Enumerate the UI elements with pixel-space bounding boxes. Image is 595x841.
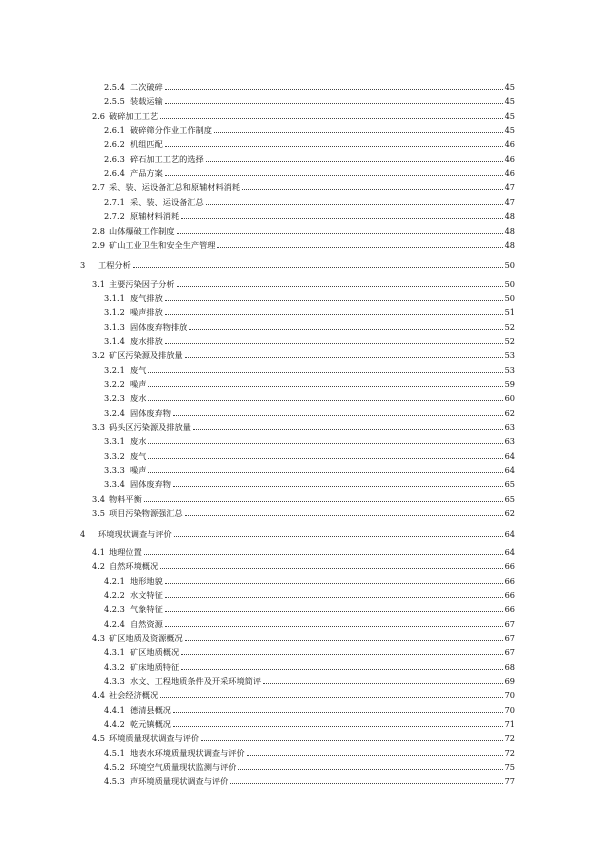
toc-entry-number: 4.3: [92, 632, 106, 643]
toc-entry-title: 工程分析: [98, 260, 131, 271]
toc-dot-leader: [193, 429, 503, 430]
toc-entry-page-number: 67: [504, 618, 515, 629]
toc-entry-page-number: 65: [504, 479, 515, 490]
toc-entry-title: 物料平衡: [109, 493, 142, 504]
toc-entry-number: 2.6.3: [104, 153, 125, 164]
toc-entry-number: 3.2.1: [104, 364, 125, 375]
toc-dot-leader: [165, 583, 503, 584]
toc-entry-number: 3.1.4: [104, 335, 125, 346]
toc-entry[interactable]: [92, 180, 515, 192]
toc-entry-number: 3.1: [92, 278, 106, 289]
toc-entry-page-number: 45: [504, 110, 515, 121]
toc-entry[interactable]: [104, 195, 515, 207]
toc-entry-page-number: 50: [504, 292, 515, 303]
toc-dot-leader: [165, 89, 503, 90]
toc-entry-number: 4.2.1: [104, 575, 125, 586]
toc-entry[interactable]: [104, 760, 515, 772]
toc-entry-number: 4.2.2: [104, 589, 125, 600]
toc-dot-leader: [148, 458, 502, 459]
toc-entry-title: 噪声: [130, 379, 147, 389]
toc-entry[interactable]: [104, 123, 515, 135]
toc-dot-leader: [165, 175, 503, 176]
toc-entry-number: 3.2.2: [104, 379, 125, 389]
toc-entry[interactable]: [80, 258, 515, 270]
toc-entry-title: 社会经济概况: [109, 690, 159, 701]
toc-entry-number: 3.1.2: [104, 307, 125, 318]
toc-entry-title: 废气: [130, 450, 147, 461]
toc-entry[interactable]: [92, 238, 515, 250]
toc-entry-number: 3.2: [92, 350, 106, 361]
toc-entry-title: 二次破碎: [130, 82, 163, 92]
toc-entry-number: 3.2.3: [104, 393, 125, 404]
toc-entry[interactable]: [104, 334, 515, 346]
toc-entry-page-number: 64: [504, 465, 515, 476]
toc-entry-number: 3.3.4: [104, 479, 125, 490]
toc-dot-leader: [189, 329, 502, 330]
toc-entry-title: 地理位置: [109, 546, 142, 557]
toc-entry-title: 破碎筛分作业工作制度: [130, 125, 212, 136]
toc-dot-leader: [173, 726, 503, 727]
toc-entry-page-number: 52: [504, 335, 515, 346]
toc-entry-title: 气象特征: [130, 604, 163, 615]
toc-entry-title: 矿床地质特征: [130, 661, 180, 672]
toc-entry-number: 4.5.1: [104, 747, 125, 758]
toc-entry-page-number: 53: [504, 350, 515, 361]
toc-dot-leader: [230, 783, 502, 784]
toc-entry-title: 码头区污染源及排放量: [109, 422, 191, 433]
toc-entry-number: 4.3.2: [104, 661, 125, 672]
toc-entry-page-number: 75: [504, 762, 515, 773]
toc-dot-leader: [173, 415, 503, 416]
toc-entry-title: 德清县概况: [130, 704, 171, 715]
toc-entry-number: 2.9: [92, 239, 106, 250]
toc-entry[interactable]: [104, 377, 515, 389]
toc-entry-page-number: 72: [504, 747, 515, 758]
toc-entry-number: 3.2.4: [104, 407, 125, 418]
toc-entry[interactable]: [92, 492, 515, 504]
toc-entry-page-number: 62: [504, 508, 515, 519]
toc-entry-page-number: 64: [504, 546, 515, 557]
toc-dot-leader: [174, 536, 503, 537]
toc-dot-leader: [217, 247, 502, 248]
toc-entry-page-number: 46: [504, 168, 515, 179]
toc-entry-number: 2.7.2: [104, 211, 125, 222]
toc-entry[interactable]: [92, 688, 515, 700]
toc-dot-leader: [206, 161, 503, 162]
toc-entry-page-number: 46: [504, 139, 515, 150]
toc-entry-page-number: 63: [504, 422, 515, 433]
toc-entry-page-number: 70: [504, 704, 515, 715]
toc-entry[interactable]: [104, 391, 515, 403]
toc-entry-page-number: 70: [504, 690, 515, 701]
toc-entry-page-number: 64: [504, 528, 515, 539]
toc-entry[interactable]: [92, 559, 515, 571]
toc-entry-number: 2.6: [92, 110, 106, 121]
toc-dot-leader: [148, 472, 502, 473]
toc-entry-title: 矿区地质概况: [130, 647, 180, 658]
toc-dot-leader: [177, 286, 503, 287]
toc-entry-page-number: 46: [504, 153, 515, 164]
toc-entry-number: 4.5: [92, 733, 106, 744]
toc-dot-leader: [144, 554, 503, 555]
toc-entry-number: 2.6.4: [104, 168, 125, 179]
toc-entry[interactable]: [92, 224, 515, 236]
toc-entry[interactable]: [104, 94, 515, 106]
toc-entry-number: 4.2: [92, 561, 106, 572]
toc-dot-leader: [185, 515, 503, 516]
toc-entry-page-number: 48: [504, 225, 515, 236]
toc-entry-title: 环境空气质量现状监测与评价: [130, 762, 237, 773]
toc-entry-page-number: 66: [504, 604, 515, 615]
toc-entry-title: 自然资源: [130, 618, 163, 629]
toc-entry-title: 项目污染物源强汇总: [109, 508, 183, 519]
toc-entry-number: 4.4.2: [104, 719, 125, 730]
toc-entry-page-number: 51: [504, 307, 515, 318]
toc-entry-page-number: 68: [504, 661, 515, 672]
toc-entry-title: 水文、工程地质条件及开采环境简评: [130, 676, 262, 686]
toc-dot-leader: [185, 357, 503, 358]
toc-dot-leader: [133, 267, 503, 268]
toc-dot-leader: [148, 372, 502, 373]
toc-entry-number: 3.5: [92, 508, 106, 519]
toc-entry-number: 4.5.3: [104, 776, 125, 787]
toc-entry[interactable]: [104, 166, 515, 178]
toc-entry-page-number: 65: [504, 493, 515, 504]
toc-entry-page-number: 64: [504, 450, 515, 461]
toc-entry-number: 2.5.5: [104, 96, 125, 107]
toc-dot-leader: [214, 132, 503, 133]
toc-entry-number: 2.8: [92, 225, 106, 236]
toc-dot-leader: [160, 118, 502, 119]
toc-dot-leader: [242, 189, 503, 190]
toc-entry-page-number: 72: [504, 733, 515, 744]
toc-entry[interactable]: [92, 731, 515, 743]
toc-entry-title: 乾元镇概况: [130, 719, 171, 730]
toc-entry-page-number: 45: [504, 82, 515, 92]
toc-entry-number: 4.1: [92, 546, 106, 557]
toc-entry[interactable]: [104, 152, 515, 164]
toc-entry[interactable]: [104, 477, 515, 489]
toc-entry[interactable]: [104, 305, 515, 317]
toc-entry[interactable]: [104, 717, 515, 729]
toc-entry[interactable]: [104, 588, 515, 600]
toc-entry-number: 4.3.1: [104, 647, 125, 658]
toc-entry[interactable]: [92, 545, 515, 557]
toc-entry[interactable]: [104, 137, 515, 149]
toc-entry-title: 废水: [130, 436, 147, 447]
toc-entry-page-number: 50: [504, 278, 515, 289]
toc-entry-title: 废水: [130, 393, 147, 404]
toc-entry-page-number: 48: [504, 239, 515, 250]
toc-dot-leader: [165, 314, 503, 315]
toc-dot-leader: [201, 740, 503, 741]
toc-entry[interactable]: [104, 406, 515, 418]
toc-entry-title: 装载运输: [130, 96, 163, 107]
toc-dot-leader: [144, 501, 503, 502]
toc-entry-title: 山体爆破工作制度: [109, 225, 175, 236]
toc-dot-leader: [148, 400, 502, 401]
toc-entry-page-number: 53: [504, 364, 515, 375]
toc-entry-page-number: 77: [504, 776, 515, 787]
toc-entry[interactable]: [104, 574, 515, 586]
toc-entry-title: 机组匹配: [130, 139, 163, 150]
toc-entry-number: 4.4: [92, 690, 106, 701]
toc-dot-leader: [148, 386, 502, 387]
toc-entry-number: 4.2.3: [104, 604, 125, 615]
toc-entry-number: 2.5.4: [104, 82, 125, 92]
toc-entry-title: 产品方案: [130, 168, 163, 179]
toc-dot-leader: [181, 669, 502, 670]
toc-entry-number: 3: [80, 260, 86, 271]
toc-entry-title: 废水排放: [130, 335, 163, 346]
toc-entry-title: 声环境质量现状调查与评价: [130, 776, 229, 787]
toc-entry-page-number: 66: [504, 561, 515, 572]
toc-entry-page-number: 71: [504, 719, 515, 730]
toc-entry-number: 3.3.2: [104, 450, 125, 461]
toc-entry[interactable]: [104, 449, 515, 461]
toc-entry-page-number: 67: [504, 632, 515, 643]
toc-entry[interactable]: [92, 277, 515, 289]
toc-entry[interactable]: [104, 434, 515, 446]
toc-dot-leader: [185, 640, 503, 641]
toc-entry-title: 碎石加工工艺的选择: [130, 153, 204, 164]
toc-dot-leader: [247, 755, 503, 756]
toc-entry[interactable]: [104, 209, 515, 221]
toc-entry-title: 水文特征: [130, 589, 163, 600]
toc-dot-leader: [160, 697, 502, 698]
toc-entry-page-number: 69: [504, 676, 515, 686]
toc-entry-number: 3.1.3: [104, 321, 125, 332]
toc-dot-leader: [181, 218, 502, 219]
toc-entry[interactable]: [104, 746, 515, 758]
toc-dot-leader: [165, 146, 503, 147]
toc-entry-title: 环境现状调查与评价: [98, 528, 172, 539]
toc-entry-number: 3.4: [92, 493, 106, 504]
toc-entry-title: 矿山工业卫生和安全生产管理: [109, 239, 216, 250]
toc-entry-page-number: 66: [504, 589, 515, 600]
toc-entry[interactable]: [92, 631, 515, 643]
toc-entry-title: 环境质量现状调查与评价: [109, 733, 200, 744]
toc-entry-title: 噪声: [130, 465, 147, 476]
toc-entry[interactable]: [92, 348, 515, 360]
toc-dot-leader: [181, 654, 502, 655]
toc-entry[interactable]: [104, 80, 515, 92]
toc-entry-title: 采、装、运设备汇总和原辅材料消耗: [109, 182, 241, 193]
toc-entry-number: 3.3.3: [104, 465, 125, 476]
toc-entry-page-number: 62: [504, 407, 515, 418]
toc-entry[interactable]: [92, 420, 515, 432]
toc-dot-leader: [263, 683, 503, 684]
toc-entry[interactable]: [104, 602, 515, 614]
toc-dot-leader: [165, 626, 503, 627]
toc-entry-title: 矿区污染源及排放量: [109, 350, 183, 361]
toc-entry-page-number: 59: [504, 379, 515, 389]
toc-entry-page-number: 48: [504, 211, 515, 222]
toc-entry-page-number: 60: [504, 393, 515, 404]
toc-entry-number: 4.5.2: [104, 762, 125, 773]
toc-entry[interactable]: [104, 463, 515, 475]
toc-dot-leader: [160, 568, 502, 569]
toc-entry[interactable]: [92, 506, 515, 518]
toc-entry-page-number: 63: [504, 436, 515, 447]
toc-entry-number: 4.2.4: [104, 618, 125, 629]
toc-entry[interactable]: [104, 291, 515, 303]
toc-dot-leader: [165, 103, 503, 104]
toc-dot-leader: [165, 611, 503, 612]
toc-entry[interactable]: [104, 363, 515, 375]
toc-entry-page-number: 67: [504, 647, 515, 658]
toc-entry-number: 3.1.1: [104, 292, 125, 303]
toc-entry[interactable]: [104, 320, 515, 332]
toc-entry-title: 废气排放: [130, 292, 163, 303]
toc-entry-number: 2.7: [92, 182, 106, 193]
toc-entry-title: 固体废弃物排放: [130, 321, 188, 332]
toc-entry[interactable]: [104, 674, 515, 686]
toc-entry-title: 主要污染因子分析: [109, 278, 175, 289]
toc-entry-title: 固体废弃物: [130, 479, 171, 490]
toc-entry-title: 采、装、运设备汇总: [130, 196, 204, 207]
toc-entry-number: 4: [80, 528, 86, 539]
toc-entry-number: 3.3: [92, 422, 106, 433]
toc-entry-title: 地形地貌: [130, 575, 163, 586]
toc-entry-title: 地表水环境质量现状调查与评价: [130, 747, 245, 758]
toc-entry-page-number: 45: [504, 125, 515, 136]
toc-entry-number: 4.3.3: [104, 676, 125, 686]
toc-entry-page-number: 47: [504, 196, 515, 207]
toc-entry[interactable]: [104, 660, 515, 672]
toc-entry-page-number: 52: [504, 321, 515, 332]
toc-entry-title: 噪声排放: [130, 307, 163, 318]
toc-entry-page-number: 50: [504, 260, 515, 271]
toc-entry-title: 废气: [130, 364, 147, 375]
toc-entry[interactable]: [92, 109, 515, 121]
toc-entry-title: 自然环境概况: [109, 561, 159, 572]
toc-entry-number: 4.4.1: [104, 704, 125, 715]
toc-entry-number: 2.6.2: [104, 139, 125, 150]
toc-entry-page-number: 45: [504, 96, 515, 107]
toc-entry-title: 破碎加工工艺: [109, 110, 159, 121]
toc-entry[interactable]: [104, 617, 515, 629]
toc-dot-leader: [165, 597, 503, 598]
toc-dot-leader: [165, 343, 503, 344]
toc-entry-title: 矿区地质及资源概况: [109, 632, 183, 643]
toc-entry-title: 原辅材料消耗: [130, 211, 180, 222]
toc-entry-page-number: 47: [504, 182, 515, 193]
toc-entry-page-number: 66: [504, 575, 515, 586]
toc-dot-leader: [148, 443, 502, 444]
toc-dot-leader: [165, 300, 503, 301]
toc-dot-leader: [206, 204, 503, 205]
toc-entry[interactable]: [104, 703, 515, 715]
toc-entry[interactable]: [104, 774, 515, 786]
toc-dot-leader: [173, 712, 503, 713]
toc-dot-leader: [238, 769, 502, 770]
toc-entry[interactable]: [104, 645, 515, 657]
toc-dot-leader: [177, 233, 503, 234]
toc-entry-number: 2.7.1: [104, 196, 125, 207]
toc-entry-title: 固体废弃物: [130, 407, 171, 418]
toc-entry[interactable]: [80, 527, 515, 539]
toc-entry-number: 2.6.1: [104, 125, 125, 136]
toc-entry-number: 3.3.1: [104, 436, 125, 447]
toc-dot-leader: [173, 486, 503, 487]
